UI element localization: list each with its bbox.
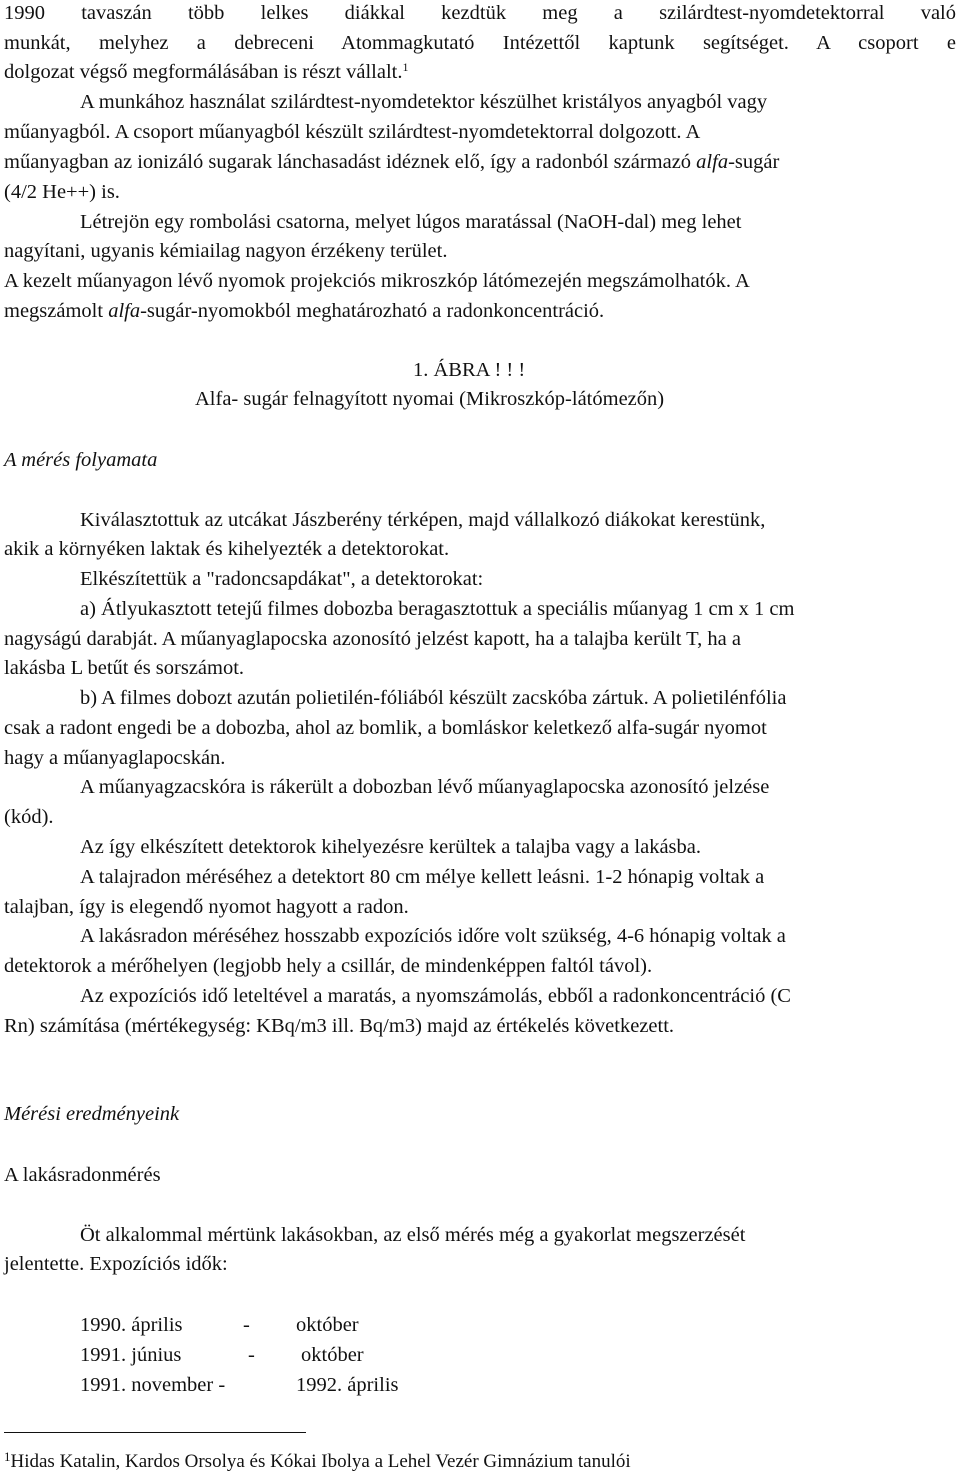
alfa-term: alfa: [108, 300, 141, 322]
section-heading-process-text: A mérés folyamata: [4, 449, 158, 471]
process-line-11: (kód).: [4, 806, 54, 828]
footnote-marker: 1: [4, 1449, 11, 1464]
period-end: 1992. április: [296, 1374, 399, 1396]
process-line-17: Az expozíciós idő leteltével a maratás, a nyomszámolás, ebből a radonkoncentráció (C: [80, 985, 791, 1007]
intro-line-9: nagyítani, ugyanis kémiailag nagyon érzékeny terület.: [4, 240, 448, 262]
section-heading-results-text: Mérési eredményeink: [4, 1103, 180, 1125]
results-line-1: Öt alkalommal mértünk lakásokban, az első mérés még a gyakorlat megszerzését: [80, 1224, 746, 1246]
intro-line-2: munkát, melyhez a debreceni Atommagkutató Intézettől kaptunk segítséget. A csoport e: [4, 32, 956, 54]
process-line-8: csak a radont engedi be a dobozba, ahol az bomlik, a bomláskor keletkező alfa-sugár nyomot: [4, 717, 767, 739]
process-line-2: akik a környéken laktak és kihelyezték a detektorokat.: [4, 538, 450, 560]
intro-line-11-a: megszámolt: [4, 300, 109, 322]
figure-caption: Alfa- sugár felnagyított nyomai (Mikroszkóp-látómezőn): [195, 388, 665, 410]
process-line-6: lakásba L betűt és sorszámot.: [4, 657, 245, 679]
intro-line-8: Létrejön egy rombolási csatorna, melyet lúgos maratással (NaOH-dal) meg lehet: [80, 211, 742, 233]
subheading-indoor-radon: A lakásradonmérés: [4, 1164, 161, 1186]
results-line-2: jelentette. Expozíciós idők:: [4, 1253, 228, 1275]
intro-line-6-a: műanyagban az ionizáló sugarak lánchasadást idéznek elő, így a radonból származó: [4, 151, 697, 173]
process-line-5: nagyságú darabját. A műanyaglapocska azonosító jelzést kapott, ha a talajba került T, ha a: [4, 628, 741, 650]
process-line-16: detektorok a mérőhelyen (legjobb hely a csillár, de mindenképpen faltól távol).: [4, 955, 653, 977]
intro-line-7: (4/2 He++) is.: [4, 181, 120, 203]
alfa-term: alfa: [696, 151, 729, 173]
process-line-15: A lakásradon méréséhez hosszabb expozíciós időre volt szükség, 4-6 hónapig voltak a: [80, 925, 786, 947]
intro-line-11-c: -sugár-nyomokból meghatározható a radonkoncentráció.: [140, 300, 605, 322]
process-line-1: Kiválasztottuk az utcákat Jászberény térképen, majd vállalkozó diákokat kerestünk,: [80, 509, 766, 531]
intro-line-6: [4, 152, 779, 173]
process-line-7: b) A filmes dobozt azután polietilén-fóliából készült zacskóba zártuk. A polietilénfólia: [80, 687, 787, 709]
period-start: 1990. április: [80, 1314, 183, 1336]
process-line-12: Az így elkészített detektorok kihelyezésre kerültek a talajba vagy a lakásba.: [80, 836, 701, 858]
process-line-9: hagy a műanyaglapocskán.: [4, 747, 226, 769]
intro-line-4: A munkához használat szilárdtest-nyomdetektor készülhet kristályos anyagból vagy: [80, 91, 768, 113]
process-line-10: A műanyagzacskóra is rákerült a dobozban lévő műanyaglapocska azonosító jelzése: [80, 776, 770, 798]
period-start: 1991. november -: [80, 1374, 226, 1396]
process-line-3: Elkészítettük a "radoncsapdákat", a detektorokat:: [80, 568, 484, 590]
process-line-14: talajban, így is elegendő nyomot hagyott a radon.: [4, 896, 409, 918]
period-start: 1991. június: [80, 1344, 182, 1366]
intro-line-1: 1990 tavaszán több lelkes diákkal kezdtük meg a szilárdtest-nyomdetektorral való: [4, 2, 956, 24]
intro-line-10: A kezelt műanyagon lévő nyomok projekciós mikroszkóp látómezején megszámolhatók. A: [4, 270, 750, 292]
figure-label: 1. ÁBRA ! ! !: [413, 359, 526, 381]
section-heading-process: [4, 450, 157, 471]
period-end: október: [296, 1314, 359, 1336]
footnote: [4, 1449, 631, 1472]
period-end: október: [301, 1344, 364, 1366]
intro-line-3: [4, 62, 408, 83]
footnote-reference: 1: [402, 60, 409, 74]
intro-line-6-c: -sugár: [728, 151, 780, 173]
footnote-text: Hidas Katalin, Kardos Orsolya és Kókai Ibolya a Lehel Vezér Gimnázium tanulói: [10, 1451, 631, 1472]
intro-line-5: műanyagból. A csoport műanyagból készült szilárdtest-nyomdetektorral dolgozott. A: [4, 121, 701, 143]
section-heading-results: [4, 1104, 179, 1125]
process-line-13: A talajradon méréséhez a detektort 80 cm mélye kellett leásni. 1-2 hónapig voltak a: [80, 866, 765, 888]
intro-line-3-text: dolgozat végső megformálásában is részt vállalt.: [4, 61, 403, 83]
process-line-18: Rn) számítása (mértékegység: KBq/m3 ill. Bq/m3) majd az értékelés következett.: [4, 1015, 675, 1037]
period-separator: -: [248, 1344, 255, 1366]
footnote-divider: [4, 1432, 306, 1433]
intro-line-11: [4, 301, 604, 322]
period-separator: -: [243, 1314, 250, 1336]
process-line-4: a) Átlyukasztott tetejű filmes dobozba beragasztottuk a speciális műanyag 1 cm x 1 cm: [80, 598, 795, 620]
